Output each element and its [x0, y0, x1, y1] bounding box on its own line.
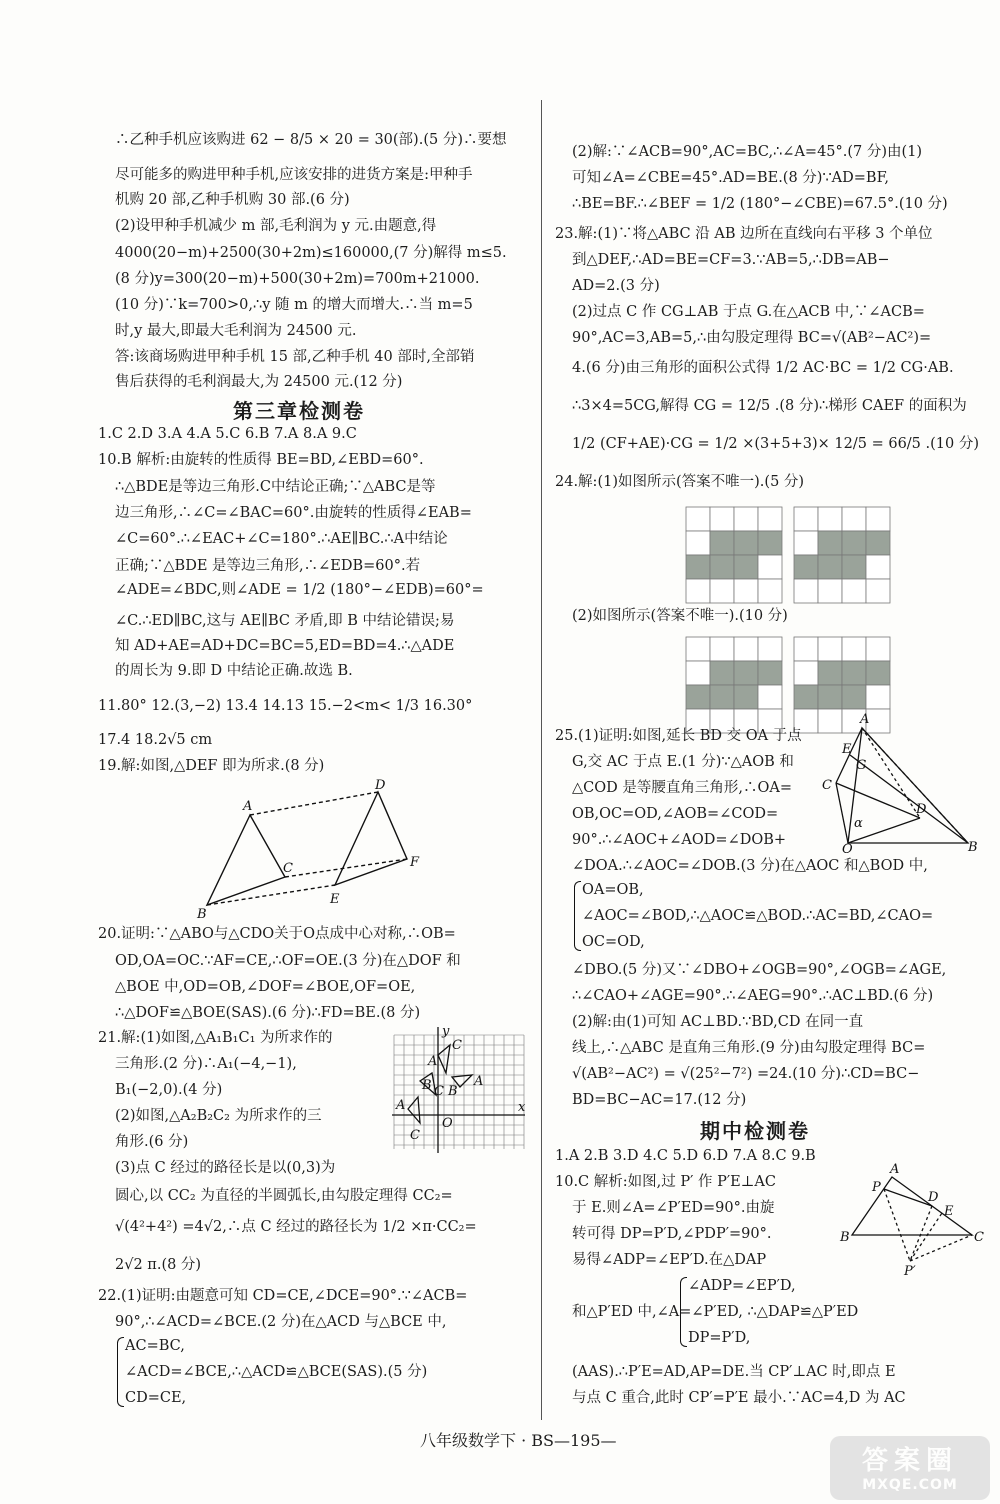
text-line: G,交 AC 于点 E.(1 分)∵△AOB 和: [572, 754, 794, 770]
text-line: 20.证明:∵△ABO与△CDO关于O点成中心对称,∴OB=: [98, 926, 456, 942]
text-line: ∠AOC=∠BOD,∴△AOC≌△BOD.∴AC=BD,∠CAO=: [582, 908, 934, 924]
axis-x-label: x: [518, 1100, 526, 1115]
text-line: 10.B 解析:由旋转的性质得 BE=BD,∠EBD=60°.: [98, 452, 424, 468]
figure-19-translation: [195, 780, 515, 925]
watermark-logo: [830, 1436, 990, 1500]
text-line: ∴∠CAO+∠AGE=90°.∴∠AEG=90°.∴AC⊥BD.(6 分): [572, 988, 934, 1004]
text-line: 机购 20 部,乙种手机购 30 部.(6 分): [115, 192, 350, 208]
shaded-cell: [686, 685, 710, 709]
text-line: 圆心,以 CC₂ 为直径的半圆弧长,由勾股定理得 CC₂=: [115, 1188, 453, 1204]
text-line: √(AB²−AC²) = √(25²−7²) =24.(10 分)∴CD=BC−: [572, 1066, 920, 1082]
label-C2: C: [434, 1084, 444, 1099]
axis-y-label: y: [442, 1024, 450, 1039]
text-line: 4000(20−m)+2500(30+2m)≤160000,(7 分)解得 m≤5.: [115, 245, 507, 261]
shaded-cell: [842, 531, 866, 555]
text-line: 正确;∵△BDE 是等边三角形,∴∠EDB=60°.若: [115, 558, 421, 574]
label-A2: A: [474, 1074, 484, 1089]
shaded-cell: [794, 555, 818, 579]
grid-cell: [734, 579, 758, 603]
grid-cell: [686, 661, 710, 685]
label-D: D: [375, 778, 386, 793]
grid-cell: [758, 637, 782, 661]
text-line: (2)解:由(1)可知 AC⊥BD.∵BD,CD 在同一直: [572, 1014, 864, 1030]
grid-cell: [866, 507, 890, 531]
text-line: 2√2 π.(8 分): [115, 1257, 202, 1273]
text-line: (2)设甲种手机减少 m 部,毛利润为 y 元.由题意,得: [115, 218, 437, 234]
label-P-prime: P′: [904, 1264, 916, 1279]
text-line: (2)解:∵∠ACB=90°,AC=BC,∴∠A=45°.(7 分)由(1): [572, 144, 923, 160]
shaded-cell: [818, 531, 842, 555]
label-C: C: [283, 861, 293, 876]
text-line: 转可得 DP=P′D,∠PDP′=90°.: [572, 1226, 772, 1242]
label-A: A: [860, 712, 870, 727]
text-line: ∠ACD=∠BCE,∴△ACD≌△BCE(SAS).(5 分): [125, 1364, 428, 1380]
grid-cell: [794, 507, 818, 531]
text-line: 可知∠A=∠CBE=45°.AD=BE.(8 分)∵AD=BF,: [572, 170, 889, 186]
brace: [574, 881, 581, 951]
grid-cell: [758, 579, 782, 603]
shaded-cell: [866, 661, 890, 685]
label-B2: B: [422, 1078, 432, 1093]
text-line: 1.C 2.D 3.A 4.A 5.C 6.B 7.A 8.A 9.C: [98, 426, 357, 442]
figure-21-coordinate-grid: [390, 1025, 530, 1155]
grid-cell: [866, 579, 890, 603]
label-E: E: [330, 892, 340, 907]
text-line: OD,OA=OC.∵AF=CE,∴OF=OE.(3 分)在△DOF 和: [115, 953, 461, 969]
grid-cell: [794, 637, 818, 661]
label-B: B: [197, 907, 207, 922]
grid-cell: [686, 507, 710, 531]
text-line: 的周长为 9.即 D 中结论正确.故选 B.: [115, 663, 353, 679]
text-line: 90°,AC=3,AB=5,∴由勾股定理得 BC=√(AB²−AC²)=: [572, 330, 932, 346]
label-alpha: α: [854, 816, 863, 831]
text-line: ∴BE=BF.∴∠BEF = 1/2 (180°−∠CBE)=67.5°.(10 分): [572, 196, 948, 212]
text-line: 于 E.则∠A=∠P′ED=90°.由旋: [572, 1200, 775, 1216]
shaded-cell: [710, 555, 734, 579]
text-line: ∴△DOF≌△BOE(SAS).(6 分)∴FD=BE.(8 分): [115, 1005, 421, 1021]
label-C: C: [974, 1230, 984, 1245]
grid-cell: [842, 507, 866, 531]
section-heading: 第三章检测卷: [233, 399, 365, 423]
grid-cell: [710, 507, 734, 531]
text-line: 23.解:(1)∵将△ABC 沿 AB 边所在直线向右平移 3 个单位: [555, 226, 933, 242]
text-line: OB,OC=OD,∠AOB=∠COD=: [572, 806, 779, 822]
text-line: 21.解:(1)如图,△A₁B₁C₁ 为所求作的: [98, 1030, 333, 1046]
grid-cell: [686, 579, 710, 603]
text-line: ∠C.∴ED∥BC,这与 AE∥BC 矛盾,即 B 中结论错误;易: [115, 613, 455, 629]
text-line: OC=OD,: [582, 934, 645, 950]
text-line: AC=BC,: [125, 1338, 185, 1354]
text-line: 22.(1)证明:由题意可知 CD=CE,∠DCE=90°.∵∠ACB=: [98, 1288, 468, 1304]
grid-cell: [794, 579, 818, 603]
column-divider: [541, 100, 542, 1420]
label-A1: A: [396, 1098, 406, 1113]
text-line: ∠ADE=∠BDC,则∠ADE = 1/2 (180°−∠EDB)=60°=: [115, 582, 484, 598]
text-line: 时,y 最大,即最大毛利润为 24500 元.: [115, 323, 357, 339]
grid-cell: [734, 637, 758, 661]
shaded-cell: [710, 685, 734, 709]
section-heading: 期中检测卷: [700, 1119, 810, 1143]
label-E: E: [842, 742, 852, 757]
text-line: OA=OB,: [582, 882, 644, 898]
grid-cell: [758, 507, 782, 531]
text-line: (10 分)∵k=700>0,∴y 随 m 的增大而增大.∴当 m=5: [115, 297, 473, 313]
text-line: (3)点 C 经过的路径长是以(0,3)为: [115, 1160, 336, 1176]
label-B: B: [840, 1230, 850, 1245]
text-line: B₁(−2,0).(4 分): [115, 1082, 223, 1098]
label-G: G: [856, 758, 867, 773]
label-B: B: [448, 1084, 458, 1099]
shaded-cell: [842, 685, 866, 709]
watermark-text: 答案圈: [861, 1446, 958, 1476]
shaded-cell: [818, 555, 842, 579]
text-line: BD=BC−AC=17.(12 分): [572, 1092, 747, 1108]
grid-cell: [866, 685, 890, 709]
label-C: C: [452, 1038, 462, 1053]
watermark-url: MXQE.COM: [862, 1477, 958, 1493]
grid-cell: [818, 507, 842, 531]
label-P: P: [872, 1180, 881, 1195]
figure-10-rotation: [840, 1162, 984, 1279]
text-line: 10.C 解析:如图,过 P′ 作 P′E⊥AC: [555, 1174, 776, 1190]
label-A: A: [890, 1162, 900, 1177]
shaded-cell: [710, 531, 734, 555]
text-line: 易得∠ADP=∠EP′D.在△DAP: [572, 1252, 767, 1268]
shaded-cell: [686, 555, 710, 579]
text-line: 17.4 18.2√5 cm: [98, 732, 213, 748]
shaded-cell: [842, 555, 866, 579]
text-line: 答:该商场购进甲种手机 15 部,乙种手机 40 部时,全部销: [115, 349, 475, 365]
grid-cell: [818, 579, 842, 603]
text-line: 与点 C 重合,此时 CP′=P′E 最小.∵AC=4,D 为 AC: [572, 1390, 906, 1406]
grid-cell: [734, 507, 758, 531]
text-line: (AAS).∴P′E=AD,AP=DE.当 CP′⊥AC 时,即点 E: [572, 1364, 896, 1380]
brace: [117, 1337, 124, 1407]
grid-cell: [710, 579, 734, 603]
text-line: 和△P′ED 中,∠A=∠P′ED, ∴△DAP≌△P′ED: [572, 1304, 859, 1320]
page-footer: 八年级数学下 · BS—195—: [420, 1431, 617, 1450]
label-C1: C: [410, 1128, 420, 1143]
grid-cell: [758, 555, 782, 579]
text-line: 边三角形,∴∠C=∠BAC=60°.由旋转的性质得∠EAB=: [115, 505, 472, 521]
text-line: 90°.∴∠AOC+∠AOD=∠DOB+: [572, 832, 787, 848]
shaded-cell: [734, 555, 758, 579]
shaded-cell: [818, 661, 842, 685]
grid-cell: [686, 531, 710, 555]
text-line: DP=P′D,: [688, 1330, 751, 1346]
text-line: ∠DOA.∴∠AOC=∠DOB.(3 分)在△AOC 和△BOD 中,: [572, 858, 928, 874]
text-line: 线上,∴△ABC 是直角三角形.(9 分)由勾股定理得 BC=: [572, 1040, 926, 1056]
label-C: C: [822, 778, 832, 793]
shaded-cell: [734, 661, 758, 685]
text-line: 4.(6 分)由三角形的面积公式得 1/2 AC·BC = 1/2 CG·AB.: [572, 360, 954, 376]
text-line: √(4²+4²) =4√2,∴点 C 经过的路径长为 1/2 ×π·CC₂=: [115, 1219, 477, 1235]
text-line: 90°,∴∠ACD=∠BCE.(2 分)在△ACD 与△BCE 中,: [115, 1314, 447, 1330]
figure-24-pattern-1: [684, 505, 894, 605]
origin-label: O: [442, 1116, 453, 1131]
grid-cell: [866, 637, 890, 661]
text-line: △BOE 中,OD=OB,∠DOF=∠BOE,OF=OE,: [115, 979, 416, 995]
text-line: △COD 是等腰直角三角形,∴OA=: [572, 780, 792, 796]
text-line: 尽可能多的购进甲种手机,应该安排的进货方案是:甲种手: [115, 167, 473, 183]
shaded-cell: [710, 661, 734, 685]
text-line: 24.解:(1)如图所示(答案不唯一).(5 分): [555, 474, 805, 490]
grid-cell: [794, 661, 818, 685]
label-E: E: [944, 1204, 954, 1219]
grid-cell: [758, 685, 782, 709]
text-line: 知 AD+AE=AD+DC=BC=5,ED=BD=4.∴△ADE: [115, 638, 455, 654]
grid-cell: [866, 555, 890, 579]
shaded-cell: [866, 531, 890, 555]
label-O: O: [842, 842, 853, 857]
text-line: ∠DBO.(5 分)又∵∠DBO+∠OGB=90°,∠OGB=∠AGE,: [572, 962, 947, 978]
label-B: B: [968, 840, 978, 855]
text-line: (8 分)y=300(20−m)+500(30+2m)=700m+21000.: [115, 271, 480, 287]
shaded-cell: [818, 685, 842, 709]
text-line: (2)如图所示(答案不唯一).(10 分): [572, 608, 788, 624]
grid-cell: [686, 637, 710, 661]
text-line: 角形.(6 分): [115, 1134, 189, 1150]
grid-cell: [842, 637, 866, 661]
shaded-cell: [734, 685, 758, 709]
shaded-cell: [734, 531, 758, 555]
text-line: ∴乙种手机应该购进 62 − 8/5 × 20 = 30(部).(5 分)∴要想: [115, 132, 507, 148]
label-A: A: [428, 1054, 438, 1069]
label-A: A: [243, 799, 253, 814]
text-line: 19.解:如图,△DEF 即为所求.(8 分): [98, 758, 325, 774]
grid-cell: [710, 637, 734, 661]
figure-25-rotation: [822, 712, 980, 857]
text-line: 11.80° 12.(3,−2) 13.4 14.13 15.−2<m< 1/3 16.30°: [98, 698, 473, 714]
text-line: 三角形.(2 分)∴A₁(−4,−1),: [115, 1056, 297, 1072]
text-line: ∠ADP=∠EP′D,: [688, 1278, 796, 1294]
grid-cell: [842, 579, 866, 603]
label-F: F: [410, 855, 420, 870]
shaded-cell: [842, 661, 866, 685]
grid-cell: [794, 531, 818, 555]
shaded-cell: [758, 661, 782, 685]
text-line: 1/2 (CF+AE)·CG = 1/2 ×(3+5+3)× 12/5 = 66/5 .(10 分): [572, 436, 979, 452]
label-D: D: [928, 1190, 939, 1205]
text-line: (2)如图,△A₂B₂C₂ 为所求作的三: [115, 1108, 322, 1124]
text-line: 售后获得的毛利润最大,为 24500 元.(12 分): [115, 374, 403, 390]
grid-cell: [818, 637, 842, 661]
text-line: CD=CE,: [125, 1390, 187, 1406]
text-line: 1.A 2.B 3.D 4.C 5.D 6.D 7.A 8.C 9.B: [555, 1148, 816, 1164]
text-line: 25.(1)证明:如图,延长 BD 交 OA 于点: [555, 728, 802, 744]
label-D: D: [916, 802, 927, 817]
text-line: ∴△BDE是等边三角形.C中结论正确;∵△ABC是等: [115, 479, 436, 495]
text-line: ∴3×4=5CG,解得 CG = 12/5 .(8 分)∴梯形 CAEF 的面积为: [572, 398, 967, 414]
text-line: (2)过点 C 作 CG⊥AB 于点 G.在△ACB 中,∵∠ACB=: [572, 304, 925, 320]
shaded-cell: [794, 685, 818, 709]
shaded-cell: [758, 531, 782, 555]
grid-cell: [818, 709, 842, 733]
text-line: ∠C=60°.∴∠EAC+∠C=180°.∴AE∥BC.∴A中结论: [115, 531, 448, 547]
text-line: 到△DEF,∴AD=BE=CF=3.∵AB=5,∴DB=AB−: [572, 252, 890, 268]
text-line: AD=2.(3 分): [572, 278, 660, 294]
